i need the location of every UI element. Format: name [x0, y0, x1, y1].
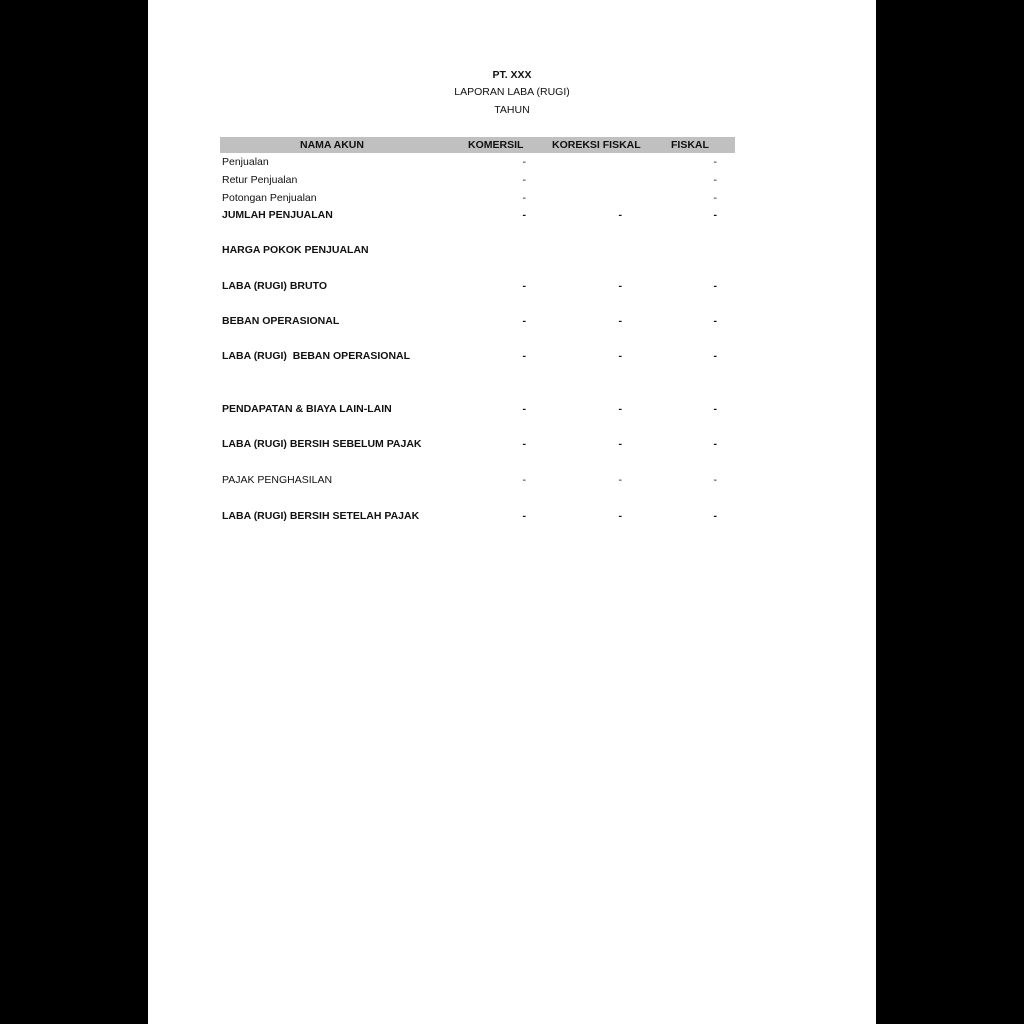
table-row: [220, 174, 735, 190]
fiskal-value: -: [713, 350, 717, 362]
table-row: [220, 510, 735, 526]
koreksi-value: -: [618, 438, 622, 450]
komersil-value: -: [522, 403, 526, 415]
account-label: LABA (RUGI) BERSIH SEBELUM PAJAK: [222, 438, 422, 450]
table-row: [220, 192, 735, 208]
company-name: PT. XXX: [492, 69, 532, 81]
column-header-komersil: KOMERSIL: [468, 139, 524, 151]
column-header-nama-akun: NAMA AKUN: [300, 139, 364, 151]
komersil-value: -: [522, 315, 526, 327]
koreksi-value: -: [618, 510, 622, 522]
koreksi-value: -: [618, 280, 622, 292]
account-label: LABA (RUGI) BEBAN OPERASIONAL: [222, 350, 411, 362]
income-statement-table: [220, 137, 735, 522]
koreksi-value: -: [618, 474, 622, 486]
table-row: [220, 156, 735, 172]
fiskal-value: -: [713, 209, 717, 221]
fiskal-value: -: [713, 174, 717, 186]
fiskal-value: -: [713, 315, 717, 327]
account-label: Retur Penjualan: [222, 174, 298, 186]
table-row: [220, 209, 735, 225]
koreksi-value: -: [618, 350, 622, 362]
table-header: [220, 137, 735, 153]
fiskal-value: -: [713, 156, 717, 168]
table-row: [220, 474, 735, 490]
account-label: JUMLAH PENJUALAN: [222, 209, 333, 221]
komersil-value: -: [522, 474, 526, 486]
fiskal-value: -: [713, 192, 717, 204]
account-label: Potongan Penjualan: [222, 192, 317, 204]
komersil-value: -: [522, 280, 526, 292]
table-row: [220, 315, 735, 331]
table-row: [220, 438, 735, 454]
komersil-value: -: [522, 350, 526, 362]
komersil-value: -: [522, 156, 526, 168]
report-title: LAPORAN LABA (RUGI): [454, 86, 570, 98]
account-label: LABA (RUGI) BERSIH SETELAH PAJAK: [222, 510, 420, 522]
account-label: LABA (RUGI) BRUTO: [222, 280, 327, 292]
komersil-value: -: [522, 209, 526, 221]
report-period: TAHUN: [494, 104, 530, 116]
fiskal-value: -: [713, 438, 717, 450]
column-header-fiskal: FISKAL: [671, 139, 709, 151]
table-row: [220, 280, 735, 296]
account-label: HARGA POKOK PENJUALAN: [222, 244, 369, 256]
fiskal-value: -: [713, 280, 717, 292]
account-label: PAJAK PENGHASILAN: [222, 474, 333, 486]
table-row: [220, 244, 735, 260]
account-label: BEBAN OPERASIONAL: [222, 315, 340, 327]
column-header-koreksi-fiskal: KOREKSI FISKAL: [552, 139, 641, 151]
account-label: PENDAPATAN & BIAYA LAIN-LAIN: [222, 403, 392, 415]
document-page: [148, 0, 876, 1024]
komersil-value: -: [522, 174, 526, 186]
account-label: Penjualan: [222, 156, 269, 168]
fiskal-value: -: [713, 403, 717, 415]
koreksi-value: -: [618, 209, 622, 221]
komersil-value: -: [522, 192, 526, 204]
table-row: [220, 350, 735, 366]
fiskal-value: -: [713, 474, 717, 486]
komersil-value: -: [522, 438, 526, 450]
koreksi-value: -: [618, 315, 622, 327]
table-row: [220, 403, 735, 419]
fiskal-value: -: [713, 510, 717, 522]
koreksi-value: -: [618, 403, 622, 415]
komersil-value: -: [522, 510, 526, 522]
